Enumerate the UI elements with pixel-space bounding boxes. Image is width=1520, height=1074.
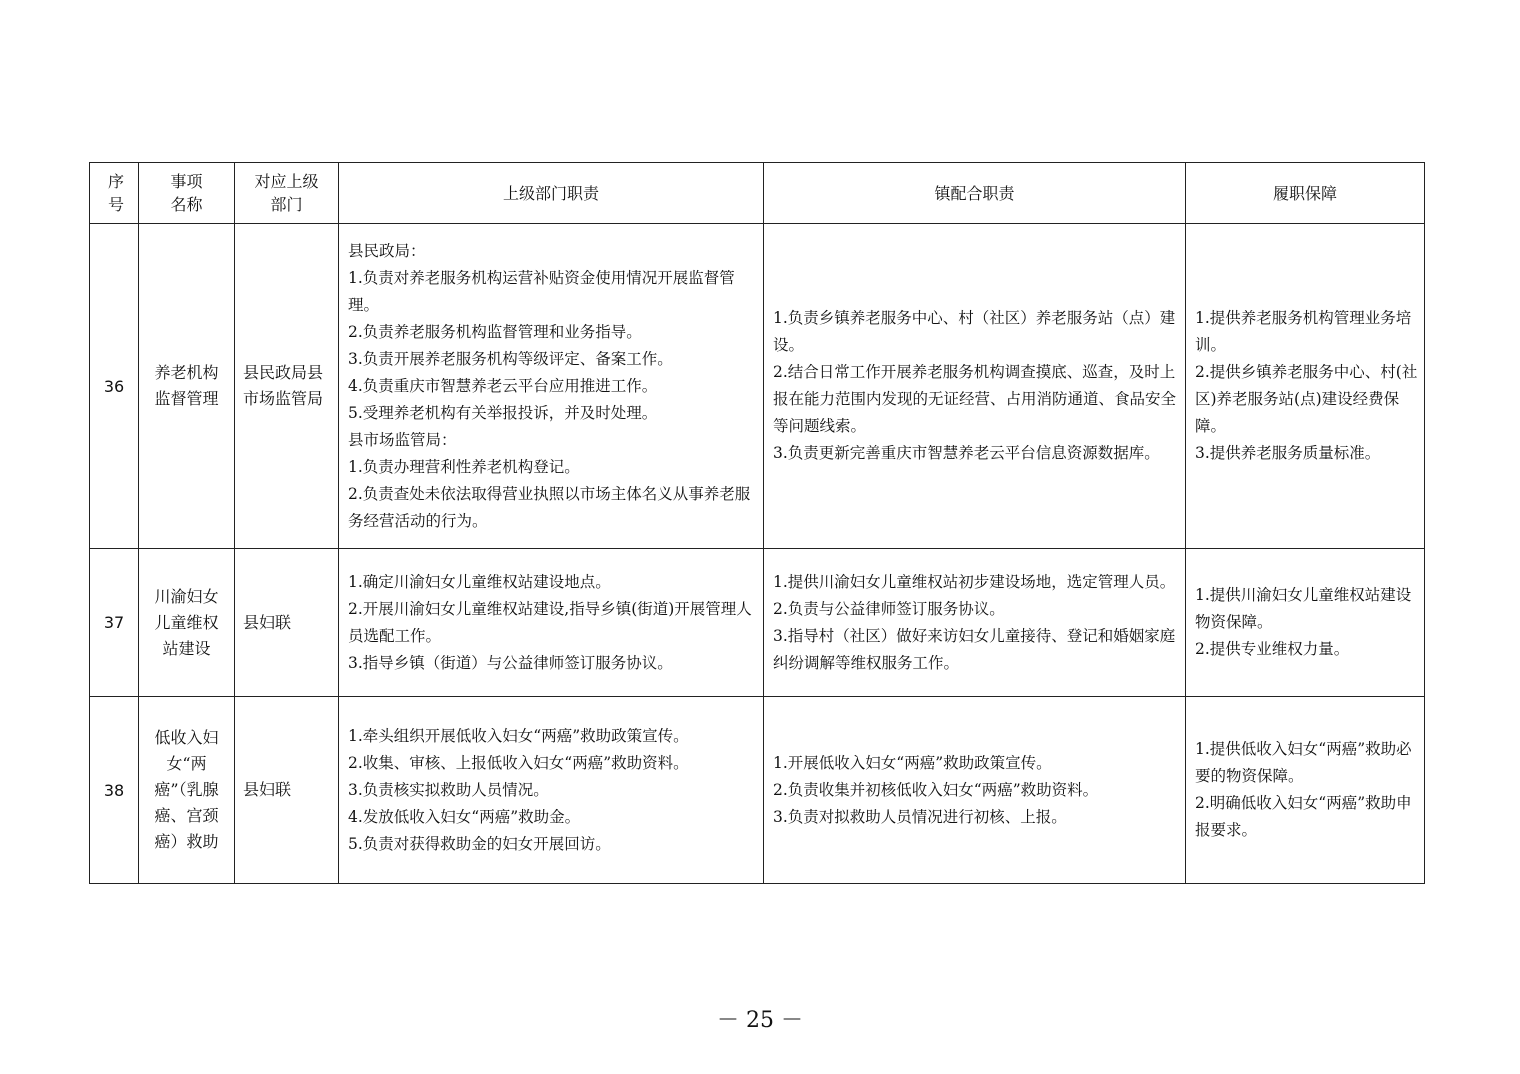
duty-line: 县市场监管局： [348, 430, 457, 449]
header-num: 序号 [90, 163, 139, 224]
duty-line: 2.负责查处未依法取得营业执照以市场主体名义从事养老服务经营活动的行为。 [348, 484, 751, 530]
duty-line: 3.负责对拟救助人员情况进行初核、上报。 [773, 807, 1067, 826]
duty-table [89, 162, 1425, 884]
duty-line: 4.发放低收入妇女“两癌”救助金。 [348, 807, 581, 826]
duty-line: 2.明确低收入妇女“两癌”救助申报要求。 [1195, 794, 1412, 839]
superior-dept: 县妇联 [235, 697, 339, 884]
duty-line: 1.牵头组织开展低收入妇女“两癌”救助政策宣传。 [348, 726, 689, 745]
guarantee-items [1186, 224, 1425, 549]
duty-line: 2.负责收集并初核低收入妇女“两癌”救助资料。 [773, 780, 1099, 799]
header-upper: 上级部门职责 [339, 163, 764, 224]
town-duties [764, 697, 1186, 884]
row-number: 36 [90, 224, 139, 549]
upper-duties [339, 224, 764, 549]
item-name: 养老机构监督管理 [139, 224, 235, 549]
row-number: 37 [90, 549, 139, 697]
guarantee-items [1186, 549, 1425, 697]
duty-line: 1.负责乡镇养老服务中心、村（社区）养老服务站（点）建设。 [773, 309, 1176, 354]
duty-line: 1.提供养老服务机构管理业务培训。 [1195, 309, 1412, 354]
duty-line: 3.负责开展养老服务机构等级评定、备案工作。 [348, 349, 673, 368]
duty-line: 县民政局： [348, 241, 426, 260]
duty-line: 1.提供川渝妇女儿童维权站初步建设场地，选定管理人员。 [773, 572, 1176, 591]
duty-line: 2.开展川渝妇女儿童维权站建设,指导乡镇(街道)开展管理人员选配工作。 [348, 599, 752, 645]
duty-line: 2.收集、审核、上报低收入妇女“两癌”救助资料。 [348, 753, 689, 772]
duty-line: 5.负责对获得救助金的妇女开展回访。 [348, 834, 611, 853]
duty-line: 3.负责核实拟救助人员情况。 [348, 780, 549, 799]
duty-line: 1.负责对养老服务机构运营补贴资金使用情况开展监督管理。 [348, 268, 735, 314]
duty-line: 1.开展低收入妇女“两癌”救助政策宣传。 [773, 753, 1052, 772]
header-row [90, 163, 1425, 224]
superior-dept: 县民政局县市场监管局 [235, 224, 339, 549]
duty-line: 3.指导村（社区）做好来访妇女儿童接待、登记和婚姻家庭纠纷调解等维权服务工作。 [773, 626, 1176, 672]
header-guarantee: 履职保障 [1186, 163, 1425, 224]
header-name: 事项名称 [139, 163, 235, 224]
duty-line: 2.提供乡镇养老服务中心、村(社区)养老服务站(点)建设经费保障。 [1195, 363, 1418, 435]
duty-line: 3.负责更新完善重庆市智慧养老云平台信息资源数据库。 [773, 444, 1160, 462]
duty-line: 5.受理养老机构有关举报投诉，并及时处理。 [348, 403, 658, 422]
table-row-36 [90, 224, 1425, 549]
item-name: 川渝妇女儿童维权站建设 [139, 549, 235, 697]
duty-line: 1.负责办理营利性养老机构登记。 [348, 457, 580, 476]
duty-line: 2.结合日常工作开展养老服务机构调查摸底、巡查，及时上报在能力范围内发现的无证经营、占用消防通道、食品安全等问题线索。 [773, 363, 1177, 435]
superior-dept: 县妇联 [235, 549, 339, 697]
table-row-38 [90, 697, 1425, 884]
duty-line: 3.提供养老服务质量标准。 [1195, 444, 1381, 462]
town-duties [764, 224, 1186, 549]
duty-line: 1.确定川渝妇女儿童维权站建设地点。 [348, 572, 611, 591]
duty-line: 2.负责养老服务机构监督管理和业务指导。 [348, 322, 642, 341]
town-duties [764, 549, 1186, 697]
row-number: 38 [90, 697, 139, 884]
duty-line: 1.提供川渝妇女儿童维权站建设物资保障。 [1195, 586, 1412, 631]
header-town: 镇配合职责 [764, 163, 1186, 224]
table-row-37 [90, 549, 1425, 697]
guarantee-items [1186, 697, 1425, 884]
duty-line: 3.指导乡镇（街道）与公益律师签订服务协议。 [348, 653, 673, 672]
page-number: － 25 － [717, 1008, 803, 1033]
duty-line: 2.提供专业维权力量。 [1195, 640, 1350, 658]
duty-line: 2.负责与公益律师签订服务协议。 [773, 599, 1005, 618]
item-name: 低收入妇女“两癌”（乳腺癌、宫颈癌）救助 [139, 697, 235, 884]
upper-duties [339, 549, 764, 697]
duty-line: 1.提供低收入妇女“两癌”救助必要的物资保障。 [1195, 740, 1412, 785]
upper-duties [339, 697, 764, 884]
duty-line: 4.负责重庆市智慧养老云平台应用推进工作。 [348, 376, 658, 395]
header-dept: 对应上级部门 [235, 163, 339, 224]
